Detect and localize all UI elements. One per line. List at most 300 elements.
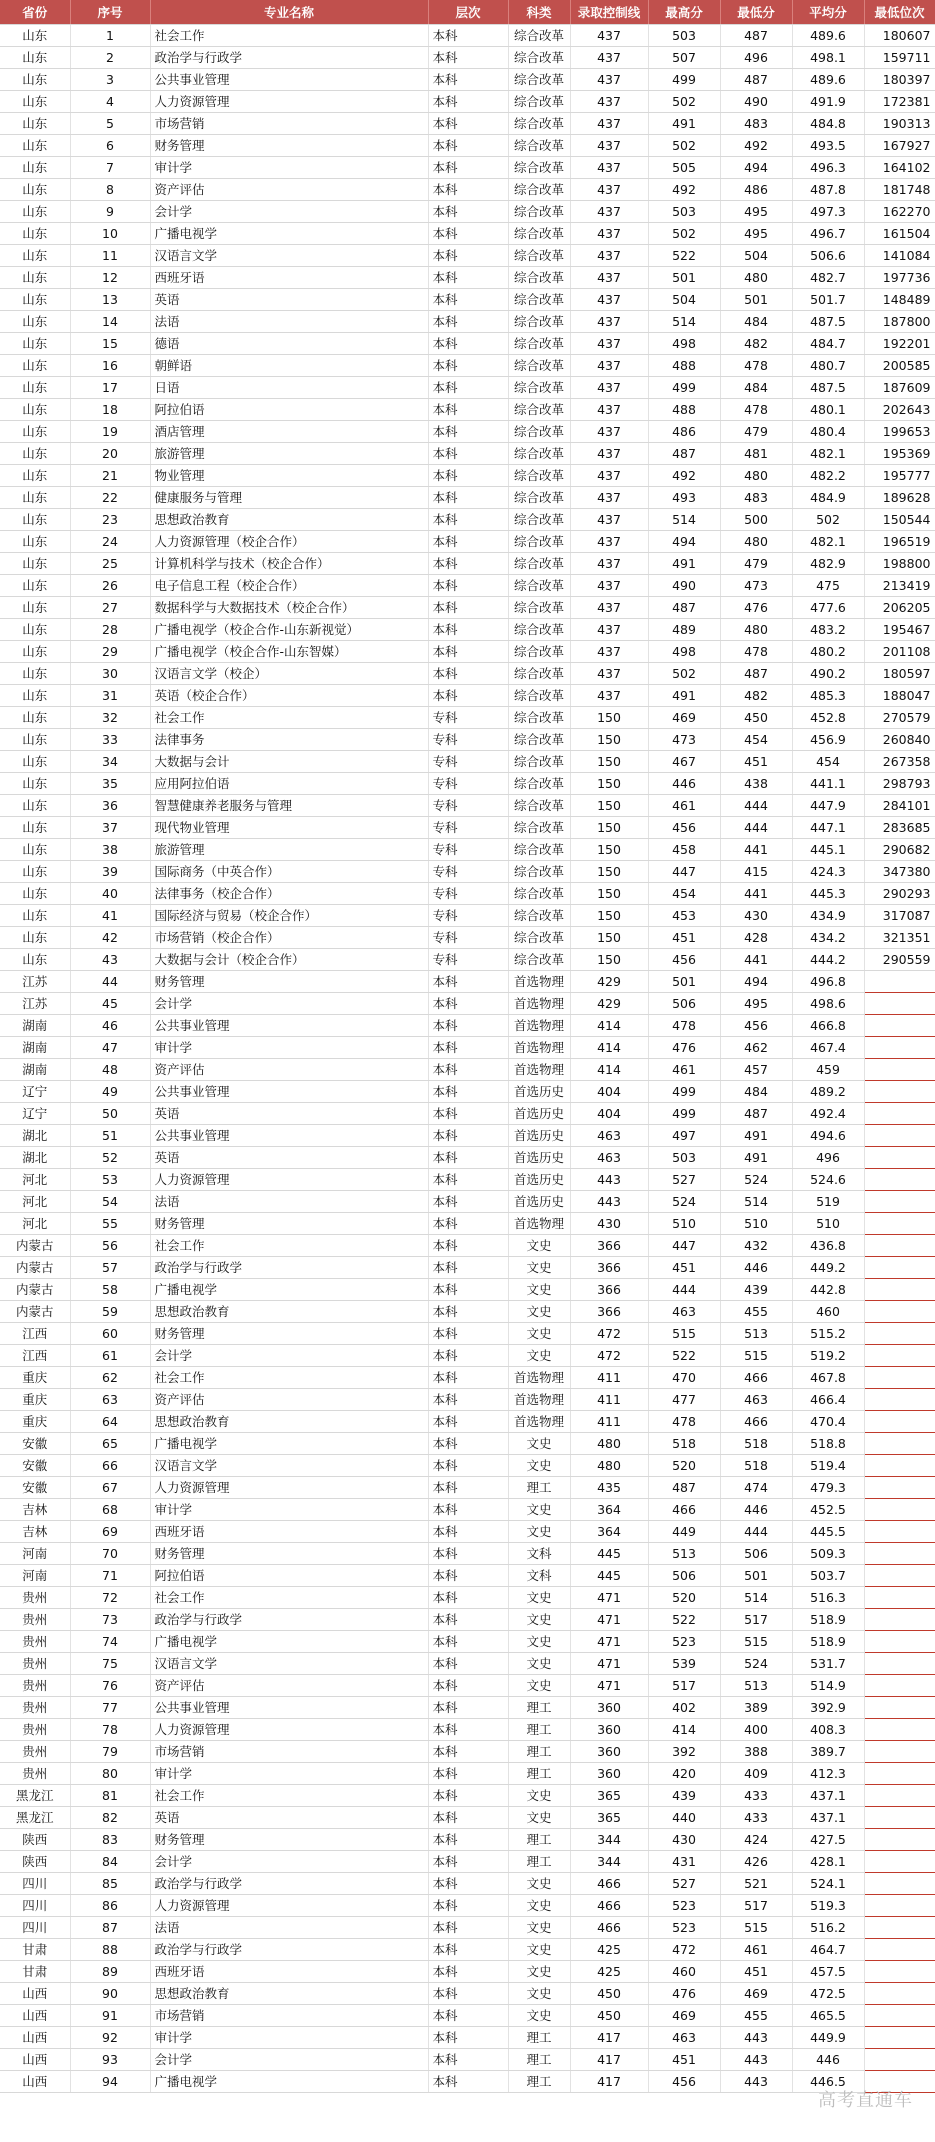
table-row [0, 1960, 935, 1982]
table-cell [864, 1454, 935, 1476]
table-cell: 487.8 [792, 178, 864, 200]
table-cell: 200585 [864, 354, 935, 376]
table-cell: 英语（校企合作） [150, 684, 428, 706]
table-cell: 517 [648, 1674, 720, 1696]
table-cell: 92 [70, 2026, 150, 2048]
table-cell: 广播电视学（校企合作-山东智媒） [150, 640, 428, 662]
table-cell: 463 [648, 2026, 720, 2048]
table-cell: 445.3 [792, 882, 864, 904]
table-cell: 472 [570, 1344, 648, 1366]
table-cell: 山东 [0, 420, 70, 442]
table-row [0, 2070, 935, 2092]
table-cell: 499 [648, 376, 720, 398]
table-row [0, 1894, 935, 1916]
table-cell: 73 [70, 1608, 150, 1630]
table-cell: 本科 [428, 1718, 508, 1740]
table-cell: 58 [70, 1278, 150, 1300]
table-cell: 12 [70, 266, 150, 288]
table-cell: 河北 [0, 1212, 70, 1234]
table-cell: 452.5 [792, 1498, 864, 1520]
table-cell: 471 [570, 1630, 648, 1652]
table-cell: 77 [70, 1696, 150, 1718]
table-row [0, 1586, 935, 1608]
table-cell: 503 [648, 24, 720, 46]
table-cell: 本科 [428, 244, 508, 266]
table-cell: 70 [70, 1542, 150, 1564]
table-cell: 政治学与行政学 [150, 1938, 428, 1960]
table-cell: 64 [70, 1410, 150, 1432]
table-cell: 专科 [428, 750, 508, 772]
table-cell: 412.3 [792, 1762, 864, 1784]
table-cell: 理工 [508, 1696, 570, 1718]
table-cell: 审计学 [150, 2026, 428, 2048]
table-cell: 山东 [0, 574, 70, 596]
table-row [0, 2048, 935, 2070]
table-row [0, 244, 935, 266]
column-header: 序号 [70, 0, 150, 24]
table-cell: 491 [648, 112, 720, 134]
table-cell: 55 [70, 1212, 150, 1234]
table-cell: 71 [70, 1564, 150, 1586]
table-cell: 本科 [428, 1476, 508, 1498]
table-cell: 466 [720, 1366, 792, 1388]
table-cell: 437 [570, 618, 648, 640]
table-row [0, 1278, 935, 1300]
table-cell [864, 1696, 935, 1718]
table-cell [864, 970, 935, 992]
table-cell: 522 [648, 244, 720, 266]
table-cell: 454 [648, 882, 720, 904]
table-cell: 本科 [428, 90, 508, 112]
table-row [0, 266, 935, 288]
table-cell: 本科 [428, 310, 508, 332]
table-cell: 463 [570, 1146, 648, 1168]
table-cell: 76 [70, 1674, 150, 1696]
table-cell: 437 [570, 376, 648, 398]
table-cell: 重庆 [0, 1388, 70, 1410]
table-cell: 91 [70, 2004, 150, 2026]
column-header: 省份 [0, 0, 70, 24]
table-cell: 财务管理 [150, 1322, 428, 1344]
table-cell: 本科 [428, 1234, 508, 1256]
table-cell: 本科 [428, 684, 508, 706]
table-cell: 493 [648, 486, 720, 508]
table-cell: 451 [648, 926, 720, 948]
table-cell: 21 [70, 464, 150, 486]
table-cell: 思想政治教育 [150, 1410, 428, 1432]
table-cell: 西班牙语 [150, 266, 428, 288]
table-cell: 441 [720, 882, 792, 904]
table-cell: 综合改革 [508, 926, 570, 948]
table-cell: 452.8 [792, 706, 864, 728]
table-row [0, 376, 935, 398]
table-cell [864, 1344, 935, 1366]
table-cell: 446 [720, 1498, 792, 1520]
table-cell: 本科 [428, 222, 508, 244]
table-cell: 本科 [428, 1278, 508, 1300]
table-row [0, 530, 935, 552]
table-cell: 应用阿拉伯语 [150, 772, 428, 794]
table-cell: 38 [70, 838, 150, 860]
table-cell: 463 [720, 1388, 792, 1410]
table-cell: 467 [648, 750, 720, 772]
table-cell: 502 [648, 222, 720, 244]
table-cell: 433 [720, 1806, 792, 1828]
table-cell: 陕西 [0, 1828, 70, 1850]
table-cell: 462 [720, 1036, 792, 1058]
table-cell: 515.2 [792, 1322, 864, 1344]
table-cell: 本科 [428, 640, 508, 662]
table-cell: 469 [648, 706, 720, 728]
table-row [0, 1432, 935, 1454]
table-cell: 内蒙古 [0, 1300, 70, 1322]
table-cell: 514 [648, 508, 720, 530]
table-cell: 本科 [428, 1630, 508, 1652]
table-cell: 29 [70, 640, 150, 662]
table-cell: 法语 [150, 310, 428, 332]
table-cell: 414 [570, 1014, 648, 1036]
table-cell: 463 [570, 1124, 648, 1146]
table-cell: 山东 [0, 860, 70, 882]
table-cell: 456 [648, 816, 720, 838]
table-cell: 四川 [0, 1916, 70, 1938]
table-cell: 150 [570, 860, 648, 882]
table-cell [864, 1278, 935, 1300]
table-cell [864, 1168, 935, 1190]
table-cell [864, 1322, 935, 1344]
table-cell: 514 [720, 1190, 792, 1212]
table-cell: 文科 [508, 1542, 570, 1564]
table-cell: 484 [720, 1080, 792, 1102]
table-cell: 516.2 [792, 1916, 864, 1938]
table-cell: 法律事务（校企合作） [150, 882, 428, 904]
table-cell [864, 1960, 935, 1982]
table-row [0, 332, 935, 354]
table-row [0, 1366, 935, 1388]
table-cell: 518 [720, 1454, 792, 1476]
table-cell: 496 [792, 1146, 864, 1168]
table-cell: 法语 [150, 1916, 428, 1938]
table-cell: 本科 [428, 420, 508, 442]
table-cell: 66 [70, 1454, 150, 1476]
table-row [0, 68, 935, 90]
table-cell: 首选物理 [508, 1388, 570, 1410]
table-row [0, 794, 935, 816]
table-cell: 本科 [428, 1740, 508, 1762]
table-cell: 150 [570, 706, 648, 728]
table-cell: 综合改革 [508, 90, 570, 112]
table-cell: 理工 [508, 1718, 570, 1740]
table-cell: 445.1 [792, 838, 864, 860]
table-cell: 山东 [0, 882, 70, 904]
table-cell: 本科 [428, 1652, 508, 1674]
table-cell: 487 [720, 68, 792, 90]
table-cell: 专科 [428, 926, 508, 948]
table-cell [864, 1432, 935, 1454]
table-cell: 486 [720, 178, 792, 200]
table-cell: 456 [648, 2070, 720, 2092]
table-cell: 202643 [864, 398, 935, 420]
table-cell: 150 [570, 882, 648, 904]
table-cell: 455 [720, 2004, 792, 2026]
table-row [0, 156, 935, 178]
table-cell: 496.7 [792, 222, 864, 244]
table-cell: 437 [570, 530, 648, 552]
table-cell: 江西 [0, 1322, 70, 1344]
table-cell: 本科 [428, 1300, 508, 1322]
table-cell: 综合改革 [508, 530, 570, 552]
table-cell: 189628 [864, 486, 935, 508]
table-row [0, 486, 935, 508]
table-cell: 6 [70, 134, 150, 156]
table-cell: 汉语言文学 [150, 1652, 428, 1674]
table-cell [864, 1190, 935, 1212]
table-cell: 3 [70, 68, 150, 90]
table-cell: 本科 [428, 354, 508, 376]
table-cell: 11 [70, 244, 150, 266]
table-cell: 内蒙古 [0, 1256, 70, 1278]
table-cell: 市场营销（校企合作） [150, 926, 428, 948]
table-cell: 290293 [864, 882, 935, 904]
table-cell: 409 [720, 1762, 792, 1784]
table-cell: 江苏 [0, 970, 70, 992]
table-cell: 西班牙语 [150, 1960, 428, 1982]
table-cell: 489.2 [792, 1080, 864, 1102]
table-cell: 506.6 [792, 244, 864, 266]
table-cell: 59 [70, 1300, 150, 1322]
table-cell: 497 [648, 1124, 720, 1146]
table-cell: 473 [648, 728, 720, 750]
table-cell: 466 [648, 1498, 720, 1520]
table-cell: 贵州 [0, 1608, 70, 1630]
table-cell: 460 [648, 1960, 720, 1982]
table-cell: 451 [720, 750, 792, 772]
table-cell: 安徽 [0, 1476, 70, 1498]
table-cell: 509.3 [792, 1542, 864, 1564]
table-row [0, 1740, 935, 1762]
table-cell: 270579 [864, 706, 935, 728]
table-cell: 财务管理 [150, 1212, 428, 1234]
table-cell: 山东 [0, 134, 70, 156]
table-cell [864, 1938, 935, 1960]
table-cell: 437 [570, 244, 648, 266]
table-cell: 文史 [508, 1498, 570, 1520]
table-cell: 499 [648, 68, 720, 90]
table-cell: 会计学 [150, 992, 428, 1014]
table-row [0, 1322, 935, 1344]
table-cell: 404 [570, 1102, 648, 1124]
table-cell: 478 [648, 1410, 720, 1432]
table-cell: 内蒙古 [0, 1278, 70, 1300]
table-cell [864, 1652, 935, 1674]
table-cell: 480 [720, 530, 792, 552]
table-cell: 148489 [864, 288, 935, 310]
table-cell: 496.3 [792, 156, 864, 178]
table-cell [864, 1740, 935, 1762]
table-cell: 山东 [0, 310, 70, 332]
table-cell [864, 1762, 935, 1784]
table-cell: 文史 [508, 1344, 570, 1366]
table-cell: 476 [648, 1036, 720, 1058]
table-cell: 专科 [428, 882, 508, 904]
table-cell: 39 [70, 860, 150, 882]
table-cell: 514.9 [792, 1674, 864, 1696]
table-cell: 420 [648, 1762, 720, 1784]
table-cell: 150544 [864, 508, 935, 530]
table-cell: 503 [648, 1146, 720, 1168]
table-cell: 社会工作 [150, 1784, 428, 1806]
table-cell: 山东 [0, 398, 70, 420]
table-cell: 150 [570, 816, 648, 838]
table-cell: 437 [570, 68, 648, 90]
table-row [0, 2026, 935, 2048]
table-cell: 515 [720, 1916, 792, 1938]
table-cell: 499 [648, 1080, 720, 1102]
table-row [0, 442, 935, 464]
table-cell: 414 [648, 1718, 720, 1740]
table-cell: 本科 [428, 1696, 508, 1718]
table-cell: 首选历史 [508, 1146, 570, 1168]
table-cell: 506 [720, 1542, 792, 1564]
table-cell: 442.8 [792, 1278, 864, 1300]
table-cell: 综合改革 [508, 398, 570, 420]
table-cell: 文史 [508, 1894, 570, 1916]
table-cell: 市场营销 [150, 2004, 428, 2026]
table-cell: 陕西 [0, 1850, 70, 1872]
table-cell: 综合改革 [508, 288, 570, 310]
table-cell: 广播电视学 [150, 2070, 428, 2092]
table-cell: 456 [720, 1014, 792, 1036]
table-cell: 江苏 [0, 992, 70, 1014]
table-cell: 433 [720, 1784, 792, 1806]
table-cell: 山东 [0, 728, 70, 750]
table-cell: 437 [570, 24, 648, 46]
table-cell: 山东 [0, 706, 70, 728]
table-cell: 498.6 [792, 992, 864, 1014]
table-cell: 150 [570, 750, 648, 772]
table-cell: 贵州 [0, 1762, 70, 1784]
table-cell: 20 [70, 442, 150, 464]
table-cell: 150 [570, 926, 648, 948]
table-cell [864, 1410, 935, 1432]
table-cell: 150 [570, 904, 648, 926]
table-cell: 501 [648, 970, 720, 992]
table-cell: 内蒙古 [0, 1234, 70, 1256]
table-cell: 347380 [864, 860, 935, 882]
table-cell [864, 1894, 935, 1916]
table-cell: 文史 [508, 1652, 570, 1674]
table-cell: 487 [648, 1476, 720, 1498]
table-cell: 山东 [0, 200, 70, 222]
table-cell: 65 [70, 1432, 150, 1454]
column-header: 层次 [428, 0, 508, 24]
table-row [0, 1036, 935, 1058]
column-header: 平均分 [792, 0, 864, 24]
table-cell: 437 [570, 112, 648, 134]
table-cell: 457.5 [792, 1960, 864, 1982]
table-row [0, 178, 935, 200]
table-cell: 477.6 [792, 596, 864, 618]
table-cell: 501.7 [792, 288, 864, 310]
table-cell: 424.3 [792, 860, 864, 882]
table-cell: 2 [70, 46, 150, 68]
table-cell: 综合改革 [508, 156, 570, 178]
column-header: 专业名称 [150, 0, 428, 24]
table-cell: 本科 [428, 1938, 508, 1960]
table-cell: 539 [648, 1652, 720, 1674]
table-row [0, 2004, 935, 2026]
table-row [0, 904, 935, 926]
table-cell: 491 [648, 552, 720, 574]
table-cell: 贵州 [0, 1652, 70, 1674]
table-cell: 454 [720, 728, 792, 750]
table-cell: 专科 [428, 816, 508, 838]
table-cell: 150 [570, 794, 648, 816]
table-cell: 甘肃 [0, 1938, 70, 1960]
table-cell: 513 [720, 1322, 792, 1344]
table-row [0, 508, 935, 530]
table-cell: 430 [648, 1828, 720, 1850]
table-cell: 综合改革 [508, 596, 570, 618]
table-cell: 本科 [428, 1982, 508, 2004]
header-row [0, 0, 935, 24]
table-cell: 365 [570, 1784, 648, 1806]
table-cell: 496.8 [792, 970, 864, 992]
table-cell: 425 [570, 1938, 648, 1960]
table-cell: 本科 [428, 24, 508, 46]
table-cell: 478 [720, 640, 792, 662]
table-cell: 491 [720, 1146, 792, 1168]
table-row [0, 706, 935, 728]
table-cell: 196519 [864, 530, 935, 552]
table-cell: 山东 [0, 266, 70, 288]
table-cell: 本科 [428, 618, 508, 640]
table-cell: 164102 [864, 156, 935, 178]
table-row [0, 926, 935, 948]
table-cell: 49 [70, 1080, 150, 1102]
table-cell: 湖北 [0, 1124, 70, 1146]
table-cell: 人力资源管理 [150, 1168, 428, 1190]
table-cell: 500 [720, 508, 792, 530]
table-cell: 广播电视学 [150, 1630, 428, 1652]
table-cell: 360 [570, 1696, 648, 1718]
table-cell: 本科 [428, 1256, 508, 1278]
table-cell: 英语 [150, 1806, 428, 1828]
table-cell: 437 [570, 266, 648, 288]
table-cell: 86 [70, 1894, 150, 1916]
table-cell: 366 [570, 1256, 648, 1278]
table-cell: 321351 [864, 926, 935, 948]
table-cell: 437 [570, 508, 648, 530]
table-cell: 444.2 [792, 948, 864, 970]
table-cell: 综合改革 [508, 860, 570, 882]
table-cell: 数据科学与大数据技术（校企合作） [150, 596, 428, 618]
table-cell: 501 [648, 266, 720, 288]
table-row [0, 750, 935, 772]
table-cell: 72 [70, 1586, 150, 1608]
table-cell: 本科 [428, 530, 508, 552]
table-cell: 本科 [428, 2004, 508, 2026]
table-cell: 267358 [864, 750, 935, 772]
table-row [0, 1124, 935, 1146]
table-cell: 综合改革 [508, 728, 570, 750]
table-row [0, 970, 935, 992]
table-cell: 44 [70, 970, 150, 992]
table-cell: 495 [720, 222, 792, 244]
table-cell [864, 1520, 935, 1542]
table-cell: 364 [570, 1498, 648, 1520]
table-cell: 502 [648, 90, 720, 112]
